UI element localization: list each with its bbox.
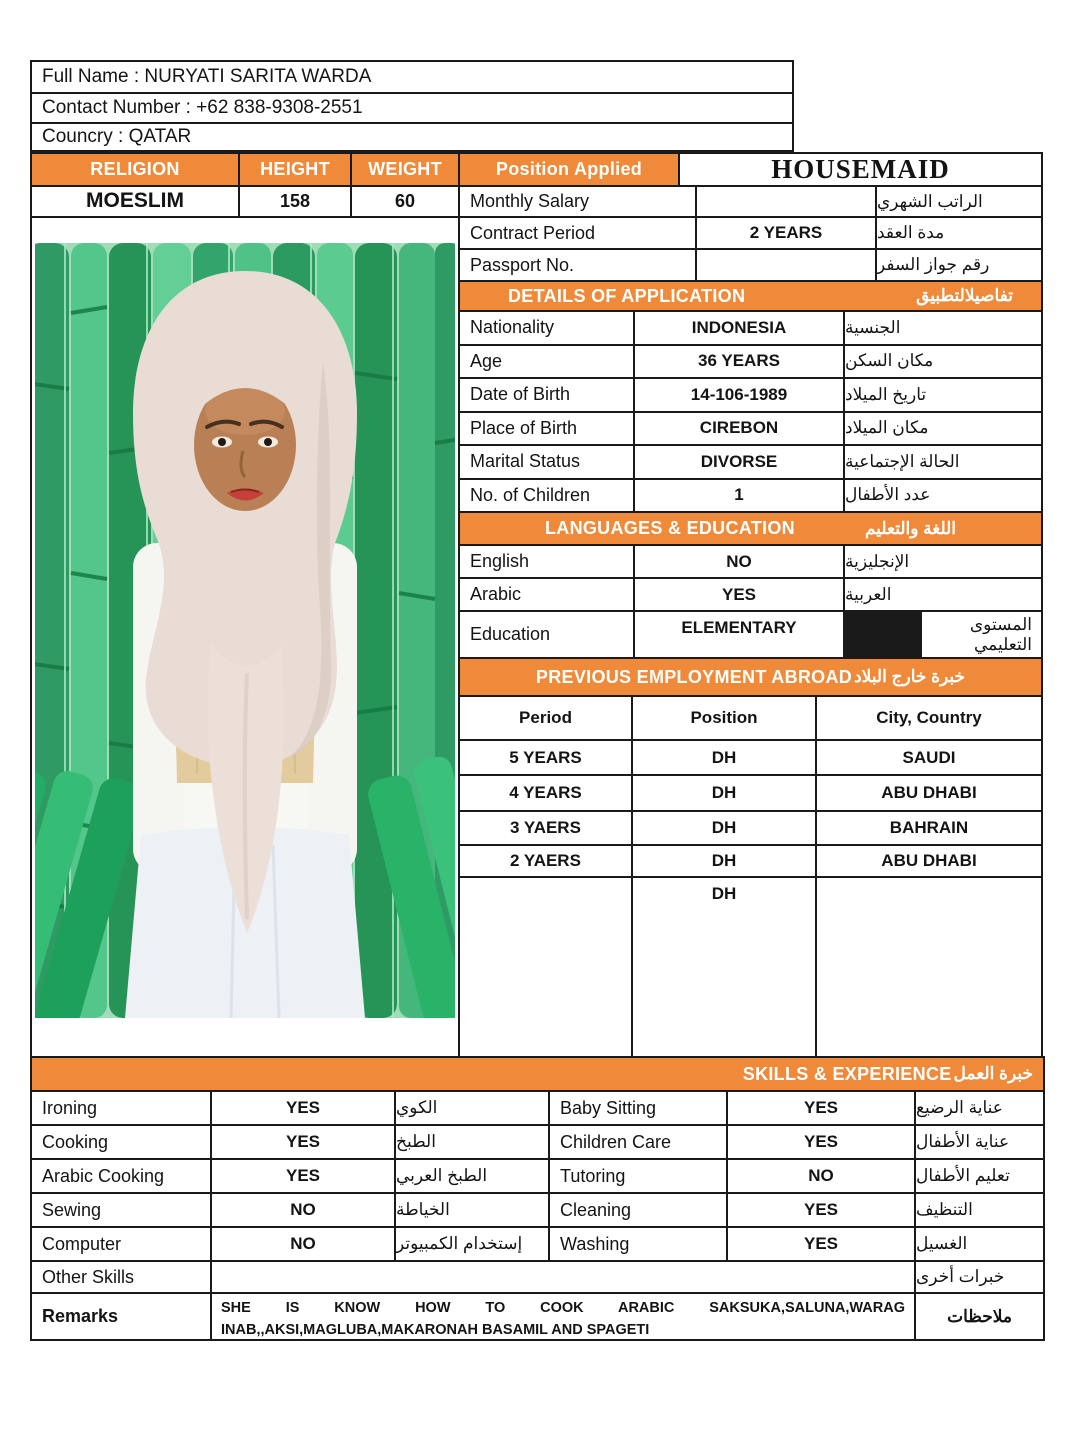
languages-table bbox=[458, 544, 1043, 659]
skill-label: Washing bbox=[550, 1228, 726, 1260]
employment-section-header bbox=[458, 657, 1043, 697]
employment-period: 3 YAERS bbox=[460, 812, 631, 844]
field-label-ar: الراتب الشهري bbox=[877, 187, 1041, 216]
photo-frame bbox=[30, 216, 460, 1060]
skill-value: YES bbox=[728, 1092, 914, 1124]
physical-info-table bbox=[30, 152, 460, 218]
field-label: Nationality bbox=[460, 312, 633, 344]
applicant-photo bbox=[35, 243, 455, 1018]
field-label: Place of Birth bbox=[460, 413, 633, 445]
skill-label-ar: تعليم الأطفال bbox=[916, 1160, 1043, 1192]
weight-header: WEIGHT bbox=[352, 154, 458, 185]
skill-value: YES bbox=[212, 1092, 394, 1124]
field-label-ar: مكان السكن bbox=[845, 346, 1041, 378]
other-skills-value bbox=[212, 1262, 914, 1292]
employment-col-city: City, Country bbox=[817, 697, 1041, 739]
employment-city: ABU DHABI bbox=[817, 776, 1041, 810]
skill-value: NO bbox=[212, 1228, 394, 1260]
employment-city bbox=[817, 878, 1041, 1056]
applicant-figure bbox=[125, 271, 365, 1018]
employment-position: DH bbox=[633, 812, 815, 844]
employment-period: 2 YAERS bbox=[460, 846, 631, 876]
skill-value: YES bbox=[212, 1160, 394, 1192]
employment-city: BAHRAIN bbox=[817, 812, 1041, 844]
field-label: No. of Children bbox=[460, 480, 633, 512]
skill-value: YES bbox=[728, 1194, 914, 1226]
height-value: 158 bbox=[240, 187, 350, 216]
field-label-ar: تاريخ الميلاد bbox=[845, 379, 1041, 411]
skill-label-ar: الخياطة bbox=[396, 1194, 548, 1226]
employment-table bbox=[458, 695, 1043, 1058]
employment-header-ar: خبرة خارج البلاد bbox=[854, 667, 966, 687]
field-label: Education bbox=[460, 612, 633, 657]
skill-label-ar: الكوي bbox=[396, 1092, 548, 1124]
employment-position: DH bbox=[633, 878, 815, 1056]
employment-period: 5 YEARS bbox=[460, 741, 631, 774]
field-label-ar: العربية bbox=[845, 579, 1041, 610]
skill-value: NO bbox=[728, 1160, 914, 1192]
employment-city: SAUDI bbox=[817, 741, 1041, 774]
skill-label-ar: عناية الرضيع bbox=[916, 1092, 1043, 1124]
skills-table bbox=[30, 1056, 1045, 1341]
country-row: Councry : QATAR bbox=[32, 124, 792, 150]
employment-city: ABU DHABI bbox=[817, 846, 1041, 876]
other-skills-label: Other Skills bbox=[32, 1262, 210, 1292]
skill-label: Tutoring bbox=[550, 1160, 726, 1192]
languages-section-header bbox=[458, 511, 1043, 546]
skill-value: YES bbox=[728, 1228, 914, 1260]
field-label-ar: مدة العقد bbox=[877, 218, 1041, 248]
other-skills-label-ar: خبرات أخرى bbox=[916, 1262, 1043, 1292]
skill-label: Arabic Cooking bbox=[32, 1160, 210, 1192]
position-value: HOUSEMAID bbox=[680, 154, 1041, 185]
field-label: Contract Period bbox=[460, 218, 695, 248]
height-header: HEIGHT bbox=[240, 154, 350, 185]
field-label: Passport No. bbox=[460, 250, 695, 280]
skill-label-ar: الغسيل bbox=[916, 1228, 1043, 1260]
skill-label-ar: إستخدام الكمبيوتر bbox=[396, 1228, 548, 1260]
employment-header-en: PREVIOUS EMPLOYMENT ABROAD bbox=[535, 666, 853, 687]
employment-col-position: Position bbox=[633, 697, 815, 739]
field-label-ar: الإنجليزية bbox=[845, 546, 1041, 577]
position-applied-header: Position Applied bbox=[460, 154, 678, 185]
field-label-ar: الجنسية bbox=[845, 312, 1041, 344]
skill-label: Cleaning bbox=[550, 1194, 726, 1226]
field-label-ar: عدد الأطفال bbox=[845, 480, 1041, 512]
field-value: 36 YEARS bbox=[635, 346, 843, 378]
field-label-ar: المستوى التعليمي bbox=[922, 612, 1041, 657]
employment-position: DH bbox=[633, 776, 815, 810]
skill-label-ar: عناية الأطفال bbox=[916, 1126, 1043, 1158]
skill-label-ar: التنظيف bbox=[916, 1194, 1043, 1226]
field-label: Marital Status bbox=[460, 446, 633, 478]
field-label-ar: الحالة الإجتماعية bbox=[845, 446, 1041, 478]
remarks-text: SHE IS KNOW HOW TO COOK ARABIC SAKSUKA,SALUNA,WARAG INAB,,AKSI,MAGLUBA,MAKARONAH BASAMIL AND SPAGETI bbox=[221, 1300, 905, 1339]
field-label: Monthly Salary bbox=[460, 187, 695, 216]
field-value: DIVORSE bbox=[635, 446, 843, 478]
weight-value: 60 bbox=[352, 187, 458, 216]
field-value: NO bbox=[635, 546, 843, 577]
skill-label: Computer bbox=[32, 1228, 210, 1260]
field-value: YES bbox=[635, 579, 843, 610]
employment-period bbox=[460, 878, 631, 1056]
employment-col-period: Period bbox=[460, 697, 631, 739]
details-section-header bbox=[458, 280, 1043, 312]
field-value bbox=[697, 250, 875, 280]
field-label: English bbox=[460, 546, 633, 577]
skill-label: Cooking bbox=[32, 1126, 210, 1158]
field-label: Arabic bbox=[460, 579, 633, 610]
skills-section-header bbox=[32, 1058, 1043, 1090]
religion-value: MOESLIM bbox=[32, 187, 238, 216]
remarks-label: Remarks bbox=[32, 1294, 210, 1339]
skill-value: YES bbox=[728, 1126, 914, 1158]
languages-header-ar: اللغة والتعليم bbox=[864, 518, 957, 538]
skill-value: NO bbox=[212, 1194, 394, 1226]
languages-header-en: LANGUAGES & EDUCATION bbox=[544, 518, 795, 539]
skill-label: Ironing bbox=[32, 1092, 210, 1124]
salary-table bbox=[458, 185, 1043, 282]
details-table bbox=[458, 310, 1043, 513]
employment-position: DH bbox=[633, 741, 815, 774]
position-row bbox=[458, 152, 1043, 187]
skill-label-ar: الطبخ bbox=[396, 1126, 548, 1158]
details-header-en: DETAILS OF APPLICATION bbox=[508, 285, 746, 306]
employment-period: 4 YEARS bbox=[460, 776, 631, 810]
photo-cell bbox=[32, 218, 458, 1058]
top-info-box bbox=[30, 60, 794, 152]
field-value: 2 YEARS bbox=[697, 218, 875, 248]
field-value bbox=[697, 187, 875, 216]
skill-label-ar: الطبخ العربي bbox=[396, 1160, 548, 1192]
religion-header: RELIGION bbox=[32, 154, 238, 185]
details-header-ar: تفاصيلالتطبيق bbox=[916, 286, 1013, 306]
employment-position: DH bbox=[633, 846, 815, 876]
contact-number-row: Contact Number : +62 838-9308-2551 bbox=[32, 94, 792, 122]
field-value: 1 bbox=[635, 480, 843, 512]
field-label: Age bbox=[460, 346, 633, 378]
full-name-row: Full Name : NURYATI SARITA WARDA bbox=[32, 62, 792, 92]
field-value: CIREBON bbox=[635, 413, 843, 445]
skills-header-en: SKILLS & EXPERIENCE bbox=[742, 1063, 952, 1084]
field-value: ELEMENTARY bbox=[635, 612, 843, 657]
field-value: 14-106-1989 bbox=[635, 379, 843, 411]
field-label-ar: مكان الميلاد bbox=[845, 413, 1041, 445]
field-label: Date of Birth bbox=[460, 379, 633, 411]
skill-label: Sewing bbox=[32, 1194, 210, 1226]
field-label-ar: رقم جواز السفر bbox=[877, 250, 1041, 280]
skill-label: Children Care bbox=[550, 1126, 726, 1158]
field-value: INDONESIA bbox=[635, 312, 843, 344]
skill-value: YES bbox=[212, 1126, 394, 1158]
remarks-label-ar: ملاحظات bbox=[916, 1294, 1043, 1339]
skill-label: Baby Sitting bbox=[550, 1092, 726, 1124]
skills-header-ar: خبرة العمل bbox=[953, 1064, 1033, 1084]
